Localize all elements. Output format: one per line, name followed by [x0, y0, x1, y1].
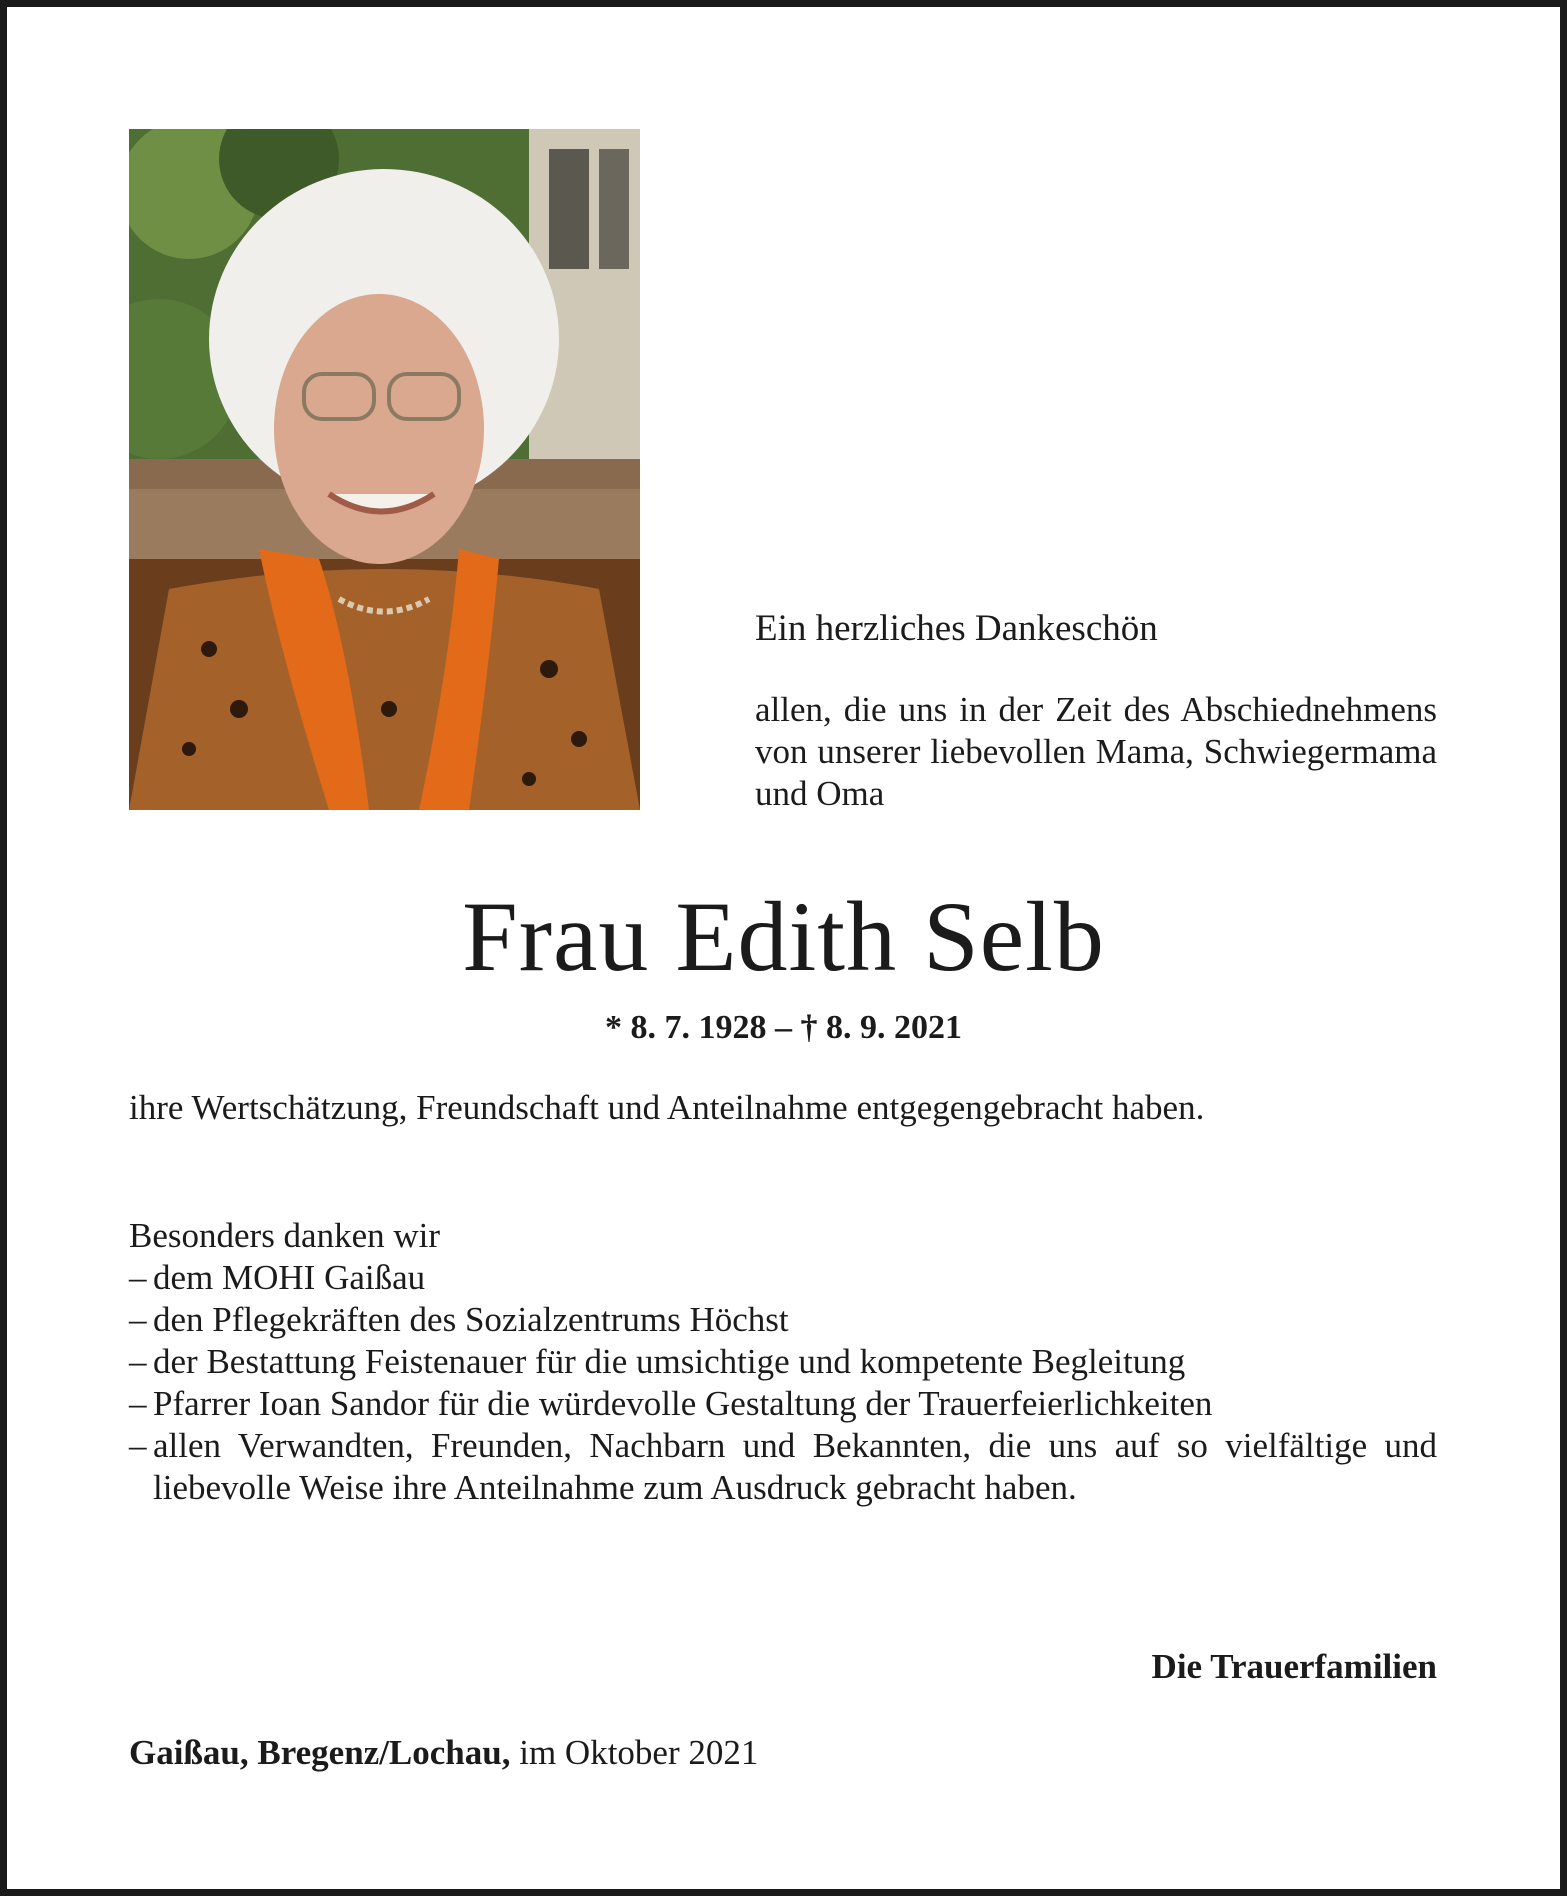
thanks-intro: allen, die uns in der Zeit des Abschiednehmens von unserer liebevollen Mama, Schwiegermama und Oma — [755, 690, 1437, 814]
appreciation-text: ihre Wertschätzung, Freundschaft und Anteilnahme entgegengebracht haben. — [129, 1088, 1205, 1127]
list-item: – Pfarrer Ioan Sandor für die würdevolle Gestaltung der Trauerfeierlichkeiten — [129, 1383, 1437, 1425]
place-date: im Oktober 2021 — [519, 1733, 759, 1772]
list-item: – dem MOHI Gaißau — [129, 1257, 1437, 1299]
portrait-photo-icon — [129, 129, 640, 810]
signature: Die Trauerfamilien — [1151, 1647, 1437, 1686]
deceased-dates: * 8. 7. 1928 – † 8. 9. 2021 — [605, 1009, 962, 1046]
obituary-card — [7, 7, 1560, 1889]
thanks-title: Ein herzliches Dankeschön — [755, 608, 1158, 649]
place-date-line — [129, 1733, 758, 1773]
list-item: – den Pflegekräften des Sozialzentrums Höchst — [129, 1299, 1437, 1341]
special-thanks-section — [129, 1215, 1437, 1509]
list-item: – allen Verwandten, Freunden, Nachbarn und Bekannten, die uns auf so vielfältige und liebevolle Weise ihre Anteilnahme zum Ausdruck gebracht haben. — [129, 1425, 1437, 1509]
portrait-photo — [129, 129, 640, 810]
deceased-name: Frau Edith Selb — [462, 881, 1105, 992]
list-item: – der Bestattung Feistenauer für die umsichtige und kompetente Begleitung — [129, 1341, 1437, 1383]
place-locations: Gaißau, Bregenz/Lochau, — [129, 1733, 511, 1772]
thanks-block — [755, 607, 1437, 815]
thanks-list — [129, 1257, 1437, 1509]
special-thanks-intro: Besonders danken wir — [129, 1216, 441, 1255]
